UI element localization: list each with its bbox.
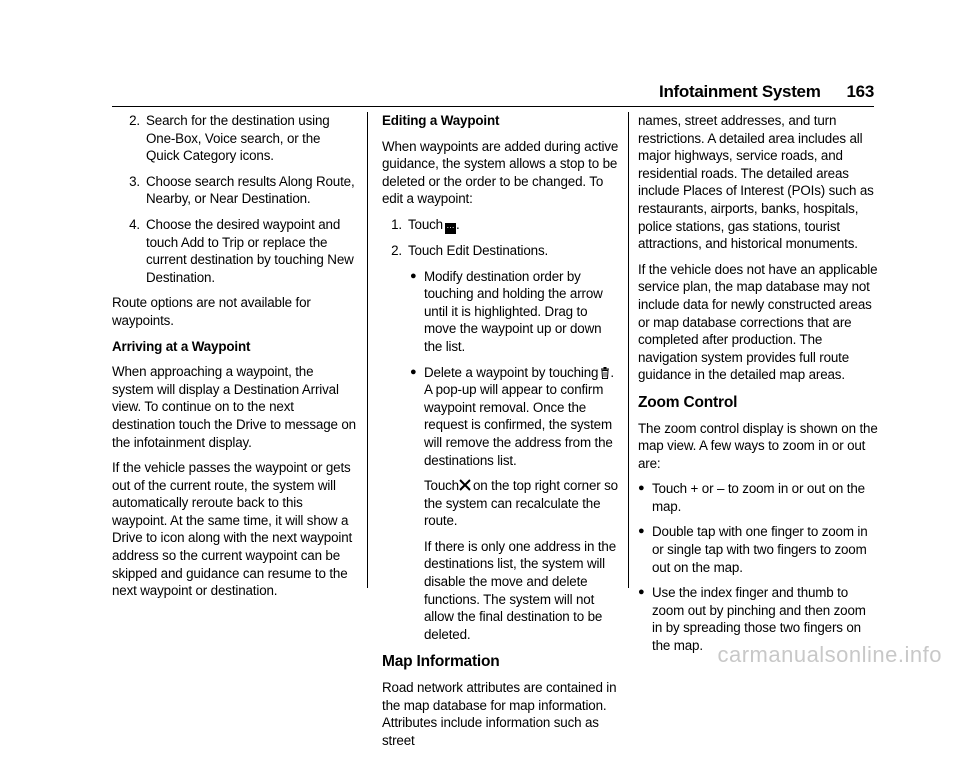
trash-icon [600, 367, 610, 379]
section-title: Infotainment System [659, 82, 821, 101]
paragraph: When approaching a waypoint, the system will display a Destination Arrival view. To continue on to the next destination touch the Drive to message on the infotainment display. [112, 364, 356, 450]
list-item: 2. Search for the destination using One-Box, Voice search, or the Quick Category icons. [129, 113, 330, 164]
bullet-icon: ● [638, 525, 645, 538]
page-header [659, 82, 874, 102]
more-menu-icon: ⋯ [446, 222, 455, 232]
close-icon [459, 479, 471, 491]
list-item: ● Double tap with one finger to zoom in or single tap with two fingers to zoom out on the map. [638, 524, 868, 575]
paragraph: The zoom control display is shown on the map view. A few ways to zoom in or out are: [638, 420, 878, 471]
page-number: 163 [846, 82, 874, 101]
paragraph: If there is only one address in the destinations list, the system will disable the move and delete functions. The system will not allow the final destination to be deleted. [424, 538, 617, 642]
list-item: 2. Touch Edit Destinations. [391, 242, 549, 258]
bullet-icon: ● [638, 586, 645, 599]
column-3 [638, 112, 878, 663]
paragraph: If the vehicle passes the waypoint or gets out of the current route, the system will automatically reroute back to this waypoint. At the same time, it will show a Drive to icon along with the next waypoint address so the current waypoint can be skipped and guidance can resume to the next waypoint or destination. [112, 460, 353, 599]
paragraph: Road network attributes are contained in the map database for map information. Attributes include information such as street [382, 680, 617, 748]
paragraph: If the vehicle does not have an applicable service plan, the map database may not include data for newly constructed areas or map database corrections that are completed after production. The navigation system provides full route guidance in the detailed map areas. [638, 261, 878, 383]
paragraph: When waypoints are added during active guidance, the system allows a stop to be deleted or the order to be changed. To edit a waypoint: [382, 138, 619, 207]
list-item: 1. Touch ⋯ . [391, 216, 460, 232]
list-item: 3. Choose search results Along Route, Nearby, or Near Destination. [129, 173, 355, 207]
list-item: 4. Choose the desired waypoint and touch Add to Trip or replace the current destination by touching New Destination. [129, 216, 354, 285]
list-item: ● Use the index finger and thumb to zoom out by pinching and then zoom in by spreading those two fingers on the map. [638, 585, 866, 654]
heading-map-information: Map Information [382, 653, 500, 671]
list-item: ● Touch + or – to zoom in or out on the map. [638, 481, 865, 514]
heading-zoom-control: Zoom Control [638, 393, 738, 411]
bullet-icon: ● [410, 269, 417, 282]
watermark: carmanualsonline.info [717, 642, 942, 667]
paragraph: Touch on the top right corner so the system can recalculate the route. [424, 478, 618, 529]
list-item: ● Modify destination order by touching and holding the arrow until it is highlighted. Drag to move the waypoint up or down the list. [410, 268, 603, 354]
subheading-arriving: Arriving at a Waypoint [112, 338, 251, 354]
column-1 [112, 112, 356, 608]
paragraph: Route options are not available for waypoints. [112, 295, 311, 328]
header-rule [112, 106, 874, 107]
bullet-icon: ● [638, 482, 645, 495]
column-2 [382, 112, 620, 757]
list-item: ● Delete a waypoint by touching . A pop-up will appear to confirm waypoint removal. Once the request is confirmed, the system will remove the address from the destinations list. [410, 364, 614, 468]
column-divider [367, 112, 368, 588]
column-divider [628, 112, 629, 588]
bullet-icon: ● [410, 365, 417, 378]
subheading-editing: Editing a Waypoint [382, 113, 500, 128]
paragraph: names, street addresses, and turn restrictions. A detailed area includes all major highways, service roads, and residential roads. The detailed areas include Places of Interest (POIs) such as restaurants, airports, banks, hospitals, police stations, gas stations, tourist attractions, and historical monuments. [638, 113, 874, 252]
